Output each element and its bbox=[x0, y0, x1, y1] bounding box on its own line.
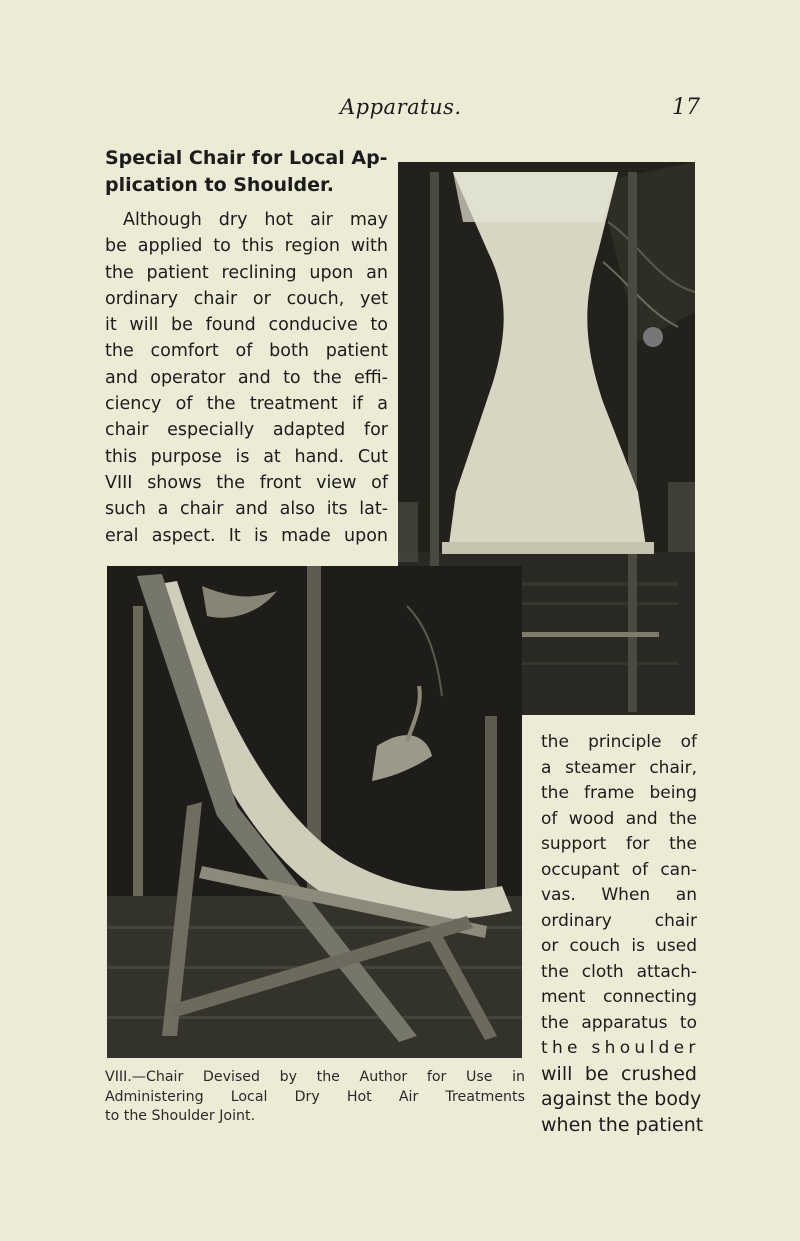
caption-line: VIII.—Chair Devised by the Author for Use in bbox=[105, 1069, 525, 1085]
body-paragraph-left bbox=[105, 207, 388, 549]
text-line: ordinary chair bbox=[541, 910, 697, 931]
text-line: the principle of bbox=[541, 732, 697, 752]
caption-line: Administering Local Dry Hot Air Treatments bbox=[105, 1088, 525, 1105]
text-line: support for the bbox=[541, 834, 697, 854]
section-heading bbox=[105, 145, 405, 199]
text-line: ciency of the treatment if a bbox=[105, 394, 388, 415]
section-heading-line-1: Special Chair for Local Ap- bbox=[105, 147, 388, 169]
text-line: such a chair and also its lat- bbox=[105, 499, 388, 520]
text-line: eral aspect. It is made upon bbox=[105, 525, 388, 546]
text-line: ment connecting bbox=[541, 987, 697, 1007]
text-line: be applied to this region with bbox=[105, 236, 388, 257]
text-line: will be crushed bbox=[541, 1062, 697, 1085]
text-line: the comfort of both patient bbox=[105, 341, 388, 362]
figure-caption bbox=[105, 1068, 525, 1127]
text-line: it will be found conducive to bbox=[105, 315, 388, 336]
caption-line: to the Shoulder Joint. bbox=[105, 1108, 256, 1124]
text-line: of wood and the bbox=[541, 808, 697, 829]
text-line: the apparatus to bbox=[541, 1012, 697, 1033]
text-line: occupant of can- bbox=[541, 859, 697, 880]
text-line: chair especially adapted for bbox=[105, 420, 388, 441]
body-paragraph-right bbox=[541, 730, 704, 1138]
text-line: and operator and to the effi- bbox=[105, 367, 388, 388]
text-line: when the patient bbox=[541, 1113, 704, 1136]
text-line: the patient reclining upon an bbox=[105, 262, 388, 283]
page-number: 17 bbox=[672, 95, 700, 120]
section-heading-line-2: plication to Shoulder. bbox=[105, 174, 334, 196]
text-line: Although dry hot air may bbox=[123, 210, 388, 230]
running-head: Apparatus. bbox=[340, 95, 462, 119]
text-line: the shoulder bbox=[541, 1038, 700, 1058]
text-line: a steamer chair, bbox=[541, 757, 697, 778]
text-line: the frame being bbox=[541, 783, 697, 803]
text-line: the cloth attach- bbox=[541, 961, 697, 982]
photo-chair-lateral-view bbox=[107, 566, 522, 1058]
text-line: against the body bbox=[541, 1088, 702, 1110]
chair-side-illustration bbox=[107, 566, 522, 1058]
text-line: ordinary chair or couch, yet bbox=[105, 288, 388, 309]
text-line: or couch is used bbox=[541, 936, 697, 956]
text-line: vas. When an bbox=[541, 885, 697, 905]
text-line: VIII shows the front view of bbox=[105, 472, 388, 493]
text-line: this purpose is at hand. Cut bbox=[105, 446, 388, 467]
